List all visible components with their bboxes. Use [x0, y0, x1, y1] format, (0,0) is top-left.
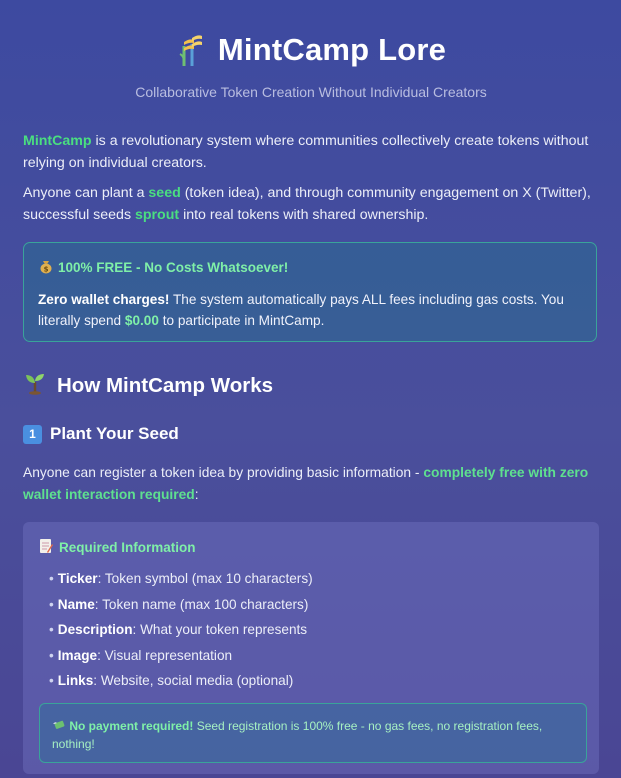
svg-text:$: $ [43, 265, 49, 274]
required-info-heading [39, 538, 585, 557]
list-item: • Description: What your token represents [49, 622, 308, 637]
free-notice-text [38, 289, 582, 331]
item-label: Image [57, 647, 98, 663]
wheat-sprout-icon [176, 32, 204, 68]
intro-section [23, 130, 599, 226]
step-1-description [23, 462, 599, 506]
money-wings-icon [52, 719, 69, 733]
item-label: Name [57, 596, 95, 612]
zero-amount: $0.00 [124, 313, 159, 328]
free-notice-title-text: 100% FREE - No Costs Whatsoever! [58, 260, 289, 275]
brand-name: MintCamp [23, 133, 92, 149]
item-text: : Token symbol (max 10 characters) [97, 571, 313, 586]
item-label: Description [57, 622, 133, 637]
memo-icon [39, 538, 53, 557]
intro-p2-text-a: Anyone can plant a [23, 185, 149, 201]
no-payment-notice [39, 703, 587, 763]
step-1-heading [23, 422, 599, 446]
intro-paragraph-1 [23, 130, 599, 174]
list-item: • Name: Token name (max 100 characters) [49, 596, 309, 612]
required-info-box [23, 522, 599, 774]
free-notice-title [38, 258, 582, 277]
step-1-title: Plant Your Seed [50, 424, 179, 443]
list-item: • Links: Website, social media (optional) [49, 673, 294, 688]
step-1-highlight: completely free with zero wallet interaction required [23, 465, 589, 502]
sprout-highlight: sprout [134, 207, 180, 223]
item-text: : What your token represents [132, 622, 308, 637]
required-info-title: Required Information [59, 540, 196, 555]
item-label: Links [57, 673, 94, 688]
page-title: MintCamp Lore [217, 32, 447, 67]
intro-p2-text-b: (token idea), and through community engagement on X (Twitter), successful seeds [23, 185, 591, 223]
money-bag-icon [38, 258, 54, 277]
required-info-list [39, 566, 585, 694]
item-label: Ticker [57, 571, 98, 586]
zero-charges-lead: Zero wallet charges! [38, 292, 170, 307]
no-payment-text: Seed registration is 100% free - no gas fees, no registration fees, nothing! [52, 718, 543, 751]
keycap-one-icon: 1 [23, 425, 42, 444]
header [23, 0, 599, 100]
free-text-a: The system automatically pays ALL fees including gas costs. You literally spend [38, 292, 564, 328]
list-item: • Image: Visual representation [49, 647, 233, 663]
item-text: : Token name (max 100 characters) [94, 596, 309, 612]
how-it-works-title: How MintCamp Works [57, 374, 274, 397]
how-it-works-heading [23, 372, 599, 400]
title-row [23, 28, 599, 72]
list-item: • Ticker: Token symbol (max 10 characters) [49, 571, 313, 586]
seed-highlight: seed [148, 185, 181, 201]
intro-p2-text-c: into real tokens with shared ownership. [179, 207, 429, 223]
page [23, 0, 599, 774]
item-text: : Website, social media (optional) [93, 673, 294, 688]
page-subtitle: Collaborative Token Creation Without Individual Creators [135, 84, 487, 100]
intro-p1-text: is a revolutionary system where communities collectively create tokens without relying on individual creators. [23, 133, 589, 171]
step-1-text-b: : [194, 487, 199, 502]
seedling-icon [23, 371, 47, 401]
intro-paragraph-2 [23, 182, 599, 226]
free-notice-box [23, 242, 597, 342]
item-text: : Visual representation [97, 647, 233, 663]
free-text-b: to participate in MintCamp. [158, 313, 325, 328]
step-1-text-a: Anyone can register a token idea by providing basic information - [23, 465, 424, 480]
no-payment-lead: No payment required! [69, 718, 194, 733]
